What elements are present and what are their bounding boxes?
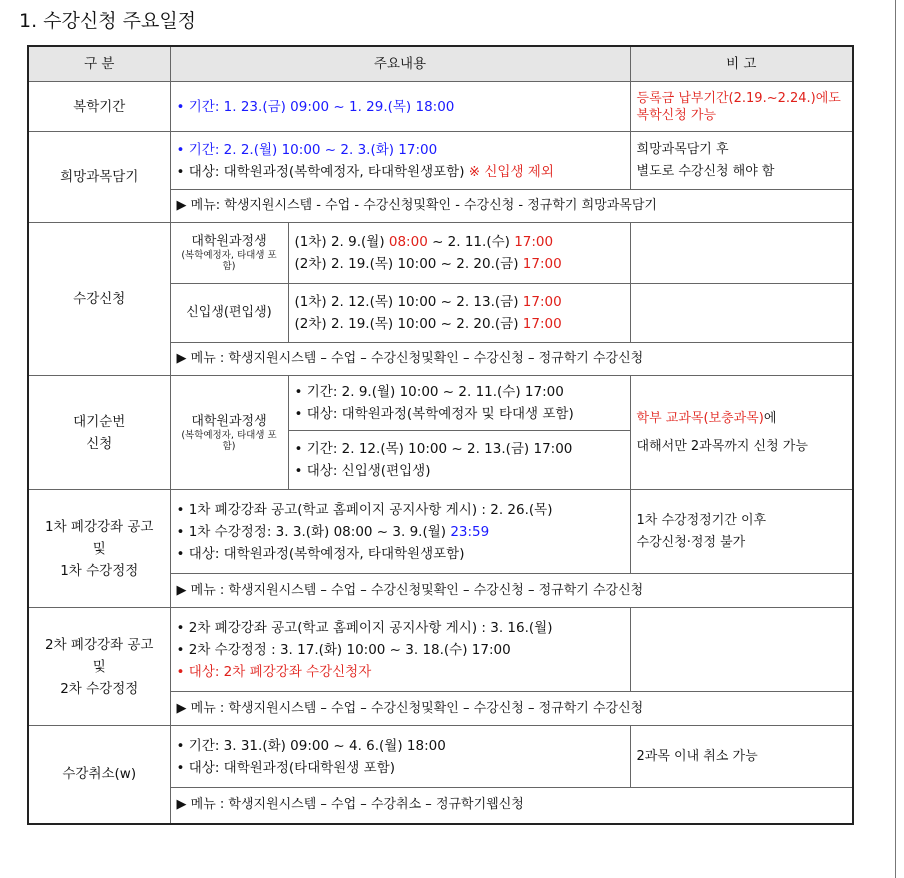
wish-remark xyxy=(630,132,853,190)
reg-grad-line1 xyxy=(295,231,624,253)
row-adj2 xyxy=(28,608,853,692)
row-return xyxy=(28,82,853,132)
reg-grad-line1-c: ~ 2. 11.(수) xyxy=(427,234,515,250)
adj1-line2-a: • 1차 수강정정: 3. 3.(화) 08:00 ~ 3. 9.(월) xyxy=(176,523,451,540)
adj1-content xyxy=(170,490,630,574)
adj1-category xyxy=(28,490,170,608)
wait-new-target: • 대상: 신입생(편입생) xyxy=(294,463,431,479)
wait-remark-red: 학부 교과목(보충과목) xyxy=(636,410,764,426)
header-category: 구 분 xyxy=(28,46,170,82)
wish-target-line xyxy=(177,161,624,183)
wait-category xyxy=(28,376,170,490)
reg-grad-line1-d: 17:00 xyxy=(514,234,554,250)
reg-grad-line2 xyxy=(295,253,624,275)
reg-grad-label-cell xyxy=(170,223,288,284)
adj1-remark xyxy=(630,490,853,574)
reg-grad-line2-b: 17:00 xyxy=(522,256,562,272)
return-remark: 등록금 납부기간(2.19.~2.24.)에도 복학신청 가능 xyxy=(630,82,853,132)
adj2-category-2: 및 xyxy=(92,658,106,675)
row-cancel xyxy=(28,726,853,788)
reg-new-remark xyxy=(630,284,853,343)
page-right-border xyxy=(895,0,896,878)
schedule-table xyxy=(27,45,854,825)
reg-grad-line2-a: (2차) 2. 19.(목) 10:00 ~ 2. 20.(금) xyxy=(294,256,523,272)
adj1-line2-b: 23:59 xyxy=(450,523,490,540)
wait-category-1: 대기순번 xyxy=(73,413,126,430)
reg-category: 수강신청 xyxy=(28,223,170,376)
wait-grad-period: • 기간: 2. 9.(월) 10:00 ~ 2. 11.(수) 17:00 xyxy=(294,384,564,400)
adj2-line3: • 대상: 2차 폐강강좌 수강신청자 xyxy=(176,663,372,680)
adj2-remark xyxy=(630,608,853,692)
wait-grad-target: • 대상: 대학원과정(복학예정자 및 타대생 포함) xyxy=(294,406,574,422)
header-remark: 비 고 xyxy=(630,46,853,82)
reg-grad-label: 대학원과정생 xyxy=(191,234,267,249)
wait-grad-content xyxy=(288,376,630,431)
adj2-line1: • 2차 폐강강좌 공고(학교 홈페이지 공지사항 게시) : 3. 16.(월) xyxy=(176,619,553,636)
reg-new-dates xyxy=(288,284,630,343)
adj1-remark-2: 수강신청·정정 불가 xyxy=(636,534,746,550)
adj1-menu: ▶ 메뉴 : 학생지원시스템 – 수업 – 수강신청및확인 – 수강신청 – 정규학기 수강신청 xyxy=(170,574,853,608)
cancel-period: • 기간: 3. 31.(화) 09:00 ~ 4. 6.(월) 18:00 xyxy=(176,737,446,754)
reg-grad-sub: (복학예정자, 타대생 포함) xyxy=(181,250,277,272)
return-category: 복학기간 xyxy=(28,82,170,132)
adj1-line3: • 대상: 대학원과정(복학예정자, 타대학원생포함) xyxy=(176,545,465,562)
wait-remark-1 xyxy=(637,408,847,430)
row-adj1 xyxy=(28,490,853,574)
header-content: 주요내용 xyxy=(170,46,630,82)
wish-category: 희망과목담기 xyxy=(28,132,170,223)
cancel-remark: 2과목 이내 취소 가능 xyxy=(630,726,853,788)
reg-grad-remark xyxy=(630,223,853,284)
wait-remark-tail: 에 xyxy=(763,410,777,426)
reg-new-line1-b: 17:00 xyxy=(522,294,562,310)
row-wish xyxy=(28,132,853,190)
wish-period: • 기간: 2. 2.(월) 10:00 ~ 2. 3.(화) 17:00 xyxy=(176,141,438,158)
wait-label-sub: (복학예정자, 타대생 포함) xyxy=(181,429,277,452)
adj1-line2 xyxy=(177,521,624,543)
wish-target: • 대상: 대학원과정(복학예정자, 타대학원생포함) xyxy=(176,163,469,180)
row-wait-grad xyxy=(28,376,853,431)
reg-menu: ▶ 메뉴 : 학생지원시스템 – 수업 – 수강신청및확인 – 수강신청 – 정규학기 수강신청 xyxy=(170,343,853,376)
adj1-category-1: 1차 폐강강좌 공고 xyxy=(45,518,154,535)
wait-label: 대학원과정생 xyxy=(191,413,267,429)
adj1-line1: • 1차 폐강강좌 공고(학교 홈페이지 공지사항 게시) : 2. 26.(목) xyxy=(176,501,553,518)
adj1-remark-1: 1차 수강정정기간 이후 xyxy=(636,512,767,528)
reg-new-line1 xyxy=(295,291,624,313)
reg-new-line2-a: (2차) 2. 19.(목) 10:00 ~ 2. 20.(금) xyxy=(294,316,523,332)
wish-remark-1: 희망과목담기 후 xyxy=(636,141,729,157)
adj2-content xyxy=(170,608,630,692)
reg-grad-line1-b: 08:00 xyxy=(388,234,428,250)
adj1-category-3: 1차 수강정정 xyxy=(60,562,139,579)
adj2-line2: • 2차 수강정정 : 3. 17.(화) 10:00 ~ 3. 18.(수) 17:00 xyxy=(176,641,511,658)
wish-target-note: ※ 신입생 제외 xyxy=(468,163,554,180)
reg-new-line1-a: (1차) 2. 12.(목) 10:00 ~ 2. 13.(금) xyxy=(294,294,523,310)
wait-category-2: 신청 xyxy=(86,435,113,452)
wait-remark xyxy=(630,376,853,490)
cancel-category: 수강취소(w) xyxy=(28,726,170,824)
cancel-content xyxy=(170,726,630,788)
wait-label-cell xyxy=(170,376,288,490)
reg-grad-line1-a: (1차) 2. 9.(월) xyxy=(294,234,389,250)
wait-new-period: • 기간: 2. 12.(목) 10:00 ~ 2. 13.(금) 17:00 xyxy=(294,441,573,457)
wait-new-content xyxy=(288,431,630,490)
adj2-category-1: 2차 폐강강좌 공고 xyxy=(45,636,154,653)
reg-new-line2 xyxy=(295,313,624,335)
row-reg-grad xyxy=(28,223,853,284)
reg-new-label: 신입생(편입생) xyxy=(170,284,288,343)
reg-new-line2-b: 17:00 xyxy=(522,316,562,332)
cancel-menu: ▶ 메뉴 : 학생지원시스템 – 수업 – 수강취소 – 정규학기웹신청 xyxy=(170,788,853,824)
adj2-category-3: 2차 수강정정 xyxy=(60,680,139,697)
wait-remark-2: 대해서만 2과목까지 신청 가능 xyxy=(636,438,808,454)
adj2-menu: ▶ 메뉴 : 학생지원시스템 – 수업 – 수강신청및확인 – 수강신청 – 정규학기 수강신청 xyxy=(170,692,853,726)
cancel-target: • 대상: 대학원과정(타대학원생 포함) xyxy=(176,759,395,776)
return-period: • 기간: 1. 23.(금) 09:00 ~ 1. 29.(목) 18:00 xyxy=(170,82,630,132)
wish-menu: ▶ 메뉴: 학생지원시스템 - 수업 - 수강신청및확인 - 수강신청 - 정규학기 희망과목담기 xyxy=(170,190,853,223)
section-title: 1. 수강신청 주요일정 xyxy=(19,10,197,32)
reg-grad-dates xyxy=(288,223,630,284)
wish-content xyxy=(170,132,630,190)
header-row xyxy=(28,46,853,82)
adj1-category-2: 및 xyxy=(92,540,106,557)
adj2-category xyxy=(28,608,170,726)
wish-remark-2: 별도로 수강신청 해야 함 xyxy=(636,163,775,179)
